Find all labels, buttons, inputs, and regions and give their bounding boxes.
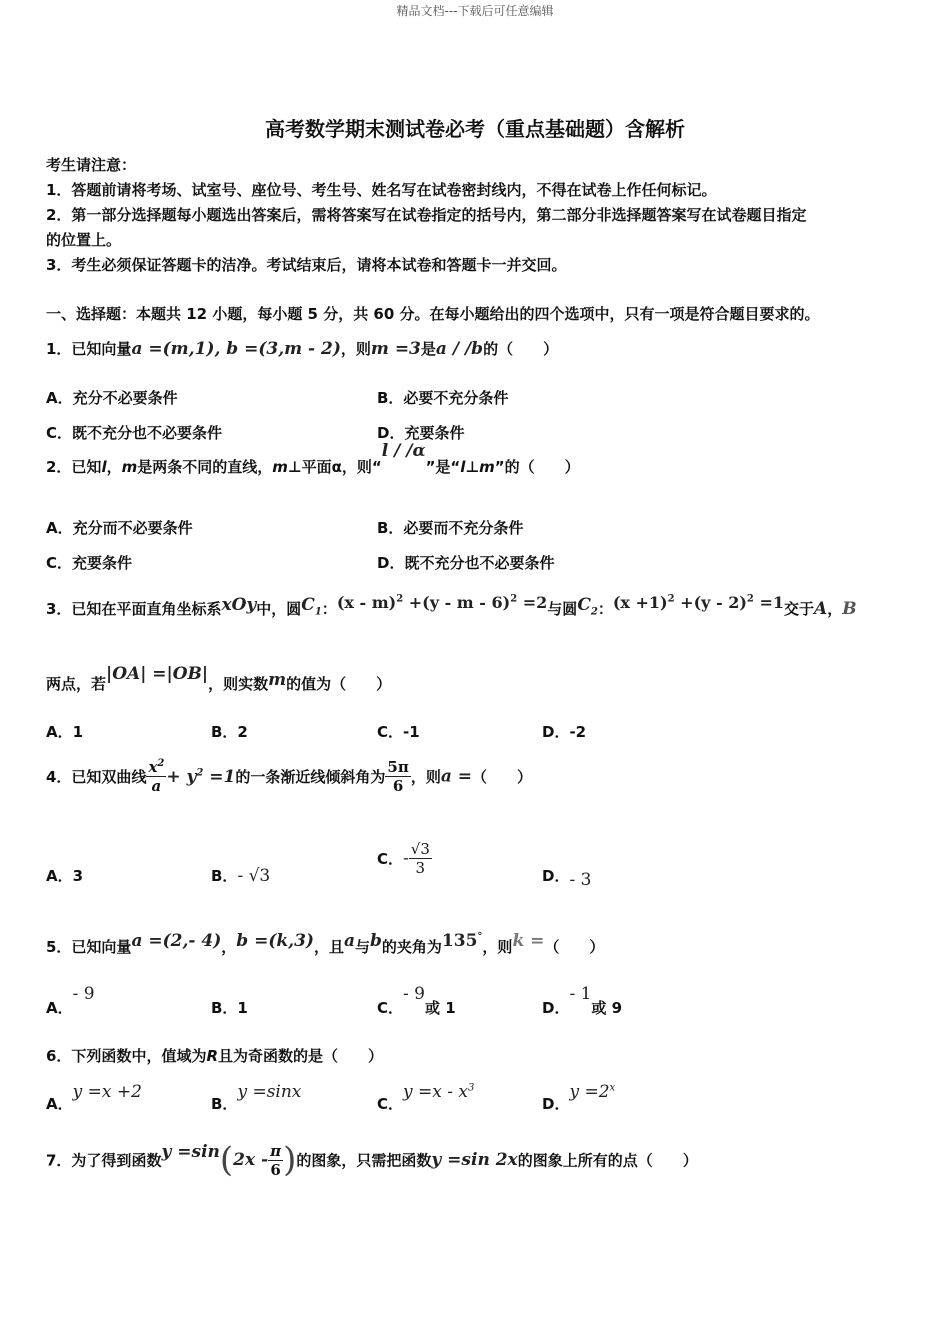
q3-c2-sub: 2 (590, 606, 598, 618)
q1-math-parallel: a / /b (435, 339, 484, 359)
q1-text: ，则 (340, 340, 371, 358)
q5-c-value: - 9 (403, 984, 425, 1004)
q5-text: 的夹角为 (381, 938, 442, 956)
q5-angle-value: 135 (441, 931, 478, 951)
q3-circle-c1 (301, 595, 322, 618)
q6-a-label: A． (46, 1095, 73, 1113)
q5-math-k: k = (512, 931, 545, 951)
q3-text: ： (597, 600, 613, 618)
q5-text: 与 (355, 938, 371, 956)
q4-frac-num (146, 758, 166, 776)
notice-item-2-cont: 的位置上。 (46, 231, 122, 249)
q3-point-a: A (814, 599, 828, 619)
question-3-cont (46, 664, 392, 694)
q7-frac-den: 6 (270, 1160, 281, 1179)
question-4 (46, 758, 532, 795)
q4-b-value: - √3 (237, 866, 271, 886)
q5-d-value: - 1 (569, 984, 592, 1004)
question-7 (46, 1140, 698, 1180)
q3-math-m: m (268, 670, 287, 690)
q3-math-abs: |OA| =|OB| (106, 664, 209, 684)
q6-option-a[interactable] (46, 1082, 142, 1114)
q4-text: （ ） (472, 768, 533, 786)
q3-circle-c2 (577, 595, 598, 618)
q4-d-label: D． (542, 867, 570, 885)
q3-eq2-part: (x +1) (612, 593, 668, 612)
q6-b-label: B． (211, 1095, 238, 1113)
q5-text: 5．已知向量 (46, 938, 132, 956)
q2-text: ⊥平面α，则“ (287, 458, 382, 476)
q3-option-d[interactable]: D．-2 (542, 723, 587, 741)
q6-text: 且为奇函数的是（ ） (218, 1047, 384, 1065)
q4-c-num: √3 (410, 840, 430, 858)
q5-c-or: 或 1 (424, 999, 456, 1017)
q1-text: 是 (420, 340, 436, 358)
q2-option-a[interactable]: A．充分而不必要条件 (46, 519, 193, 537)
q3-c1-letter: C (301, 595, 315, 615)
section-heading: 一、选择题：本题共 12 小题，每小题 5 分，共 60 分。在每小题给出的四个选项中，只有一项是符合题目要求的。 (46, 305, 820, 323)
question-2 (46, 441, 580, 477)
q3-text: 3．已知在平面直角坐标系 (46, 600, 222, 618)
q2-var-l: l (101, 458, 107, 476)
q6-d-label: D． (542, 1095, 570, 1113)
q1-math-m: m =3 (370, 339, 421, 359)
q5-math-a: a =(2,- 4) (131, 931, 222, 951)
q4-eq-rest (166, 767, 235, 787)
q5-text: ，则 (482, 938, 513, 956)
q1-math-vectors: a =(m,1), b =(3,m - 2) (131, 339, 341, 359)
q4-c-label: C． (377, 850, 404, 868)
q7-inner: 2x - (233, 1150, 269, 1170)
q5-vec-a: a (343, 931, 355, 951)
q7-text: 7．为了得到函数 (46, 1151, 162, 1170)
q3-text: 交于 (784, 600, 815, 618)
q2-text: ”的（ ） (494, 458, 580, 476)
q3-eq1-part: =2 (517, 593, 548, 612)
q3-text: 中，圆 (256, 600, 302, 618)
q2-math-parallel: l / /α (381, 441, 426, 461)
q4-text: 4．已知双曲线 (46, 768, 147, 786)
q5-option-c[interactable] (377, 984, 456, 1018)
q5-text: ， (221, 938, 237, 956)
q4-eq: =1 (203, 766, 236, 787)
q2-var-m: m (121, 458, 138, 476)
q2-var-m: m (272, 458, 288, 476)
q5-a-value: - 9 (72, 984, 95, 1004)
notice-item-2: 2．第一部分选择题每小题选出答案后，需将答案写在试卷指定的括号内，第二部分非选择题答案写在试卷题目指定 (46, 206, 807, 224)
q7-text: 的图象上所有的点（ ） (517, 1151, 698, 1170)
q2-option-b[interactable]: B．必要而不充分条件 (377, 519, 524, 537)
q6-c-sup: 3 (468, 1082, 475, 1094)
q4-frac-sup: 2 (157, 758, 165, 769)
q6-d-sup: x (609, 1082, 616, 1094)
q3-eq-2 (613, 593, 784, 612)
q5-d-or: 或 9 (591, 999, 623, 1017)
q6-c-label: C． (377, 1095, 404, 1113)
notice-item-3: 3．考生必须保证答题卡的洁净。考试结束后，请将本试卷和答题卡一并交回。 (46, 256, 567, 274)
q3-eq1-sup: 2 (510, 593, 518, 605)
q6-d-value (569, 1082, 615, 1102)
notice-heading: 考生请注意： (46, 156, 137, 174)
q2-math-perp: l⊥m (460, 458, 495, 476)
q3-eq1-part: +(y - m - 6) (403, 593, 511, 612)
q2-option-d[interactable]: D．既不充分也不必要条件 (377, 554, 555, 572)
q3-point-b: B (842, 599, 857, 619)
q4-option-a[interactable]: A．3 (46, 867, 84, 885)
q3-eq-1 (337, 593, 547, 612)
q3-eq2-part: +(y - 2) (674, 593, 747, 612)
page-title: 高考数学期末测试卷必考（重点基础题）含解析 (265, 117, 685, 141)
q4-fraction-x2a (146, 758, 166, 795)
q4-text: 的一条渐近线倾斜角为 (235, 768, 386, 786)
question-3 (46, 593, 857, 621)
q4-d-value: - 3 (569, 870, 592, 890)
q4-option-b[interactable] (211, 865, 270, 886)
q6-b-value: y =sinx (237, 1082, 302, 1102)
q5-d-label: D． (542, 999, 570, 1017)
q2-option-c[interactable]: C．充要条件 (46, 554, 133, 572)
q4-rest-sup: 2 (196, 766, 204, 778)
q5-math-b: b =(k,3) (236, 931, 314, 951)
q2-text: ”是“ (425, 458, 461, 476)
q1-option-c[interactable]: C．既不充分也不必要条件 (46, 424, 223, 442)
q3-text: 与圆 (547, 600, 578, 618)
q7-left-paren: ( (219, 1140, 234, 1180)
q4-fraction-angle (385, 758, 410, 795)
q3-text: 的值为（ ） (286, 675, 392, 693)
q6-d-expr: y =2 (569, 1082, 610, 1102)
q5-angle-sup: ° (477, 931, 483, 943)
q3-eq1-part: (x - m) (336, 593, 397, 612)
q2-text: ， (106, 458, 122, 476)
q4-rest: + y (166, 766, 197, 787)
q5-a-label: A． (46, 999, 73, 1017)
q3-option-a[interactable]: A．1 (46, 723, 84, 741)
q3-eq1-sup: 2 (396, 593, 404, 605)
q1-option-b[interactable]: B．必要不充分条件 (377, 389, 509, 407)
q4-c-den: 3 (415, 859, 426, 877)
q5-option-d[interactable] (542, 984, 623, 1018)
q4-option-d[interactable] (542, 865, 592, 890)
notice-item-1: 1．答题前请将考场、试室号、座位号、考生号、姓名写在试卷密封线内，不得在试卷上作任何标记。 (46, 181, 717, 199)
q1-option-a[interactable]: A．充分不必要条件 (46, 389, 178, 407)
q3-text: ： (321, 600, 337, 618)
q1-option-d[interactable]: D．充要条件 (377, 424, 465, 442)
q3-c2-letter: C (577, 595, 591, 615)
q7-fraction (268, 1142, 283, 1179)
q4-angle-den: 6 (392, 777, 404, 795)
q4-c-neg: - (403, 848, 409, 869)
q4-frac-den: a (146, 776, 166, 795)
q6-c-value (403, 1082, 474, 1102)
q3-option-c[interactable]: C．-1 (377, 723, 420, 741)
q5-text: （ ） (544, 938, 605, 956)
q6-option-d[interactable] (542, 1082, 616, 1114)
q1-text: 的（ ） (483, 340, 559, 358)
q3-text: ，则实数 (208, 675, 269, 693)
q2-text: 是两条不同的直线， (137, 458, 273, 476)
q4-text: ，则 (410, 768, 441, 786)
q5-angle (442, 931, 483, 951)
q5-option-a[interactable] (46, 984, 95, 1018)
q6-c-expr: y =x - x (403, 1082, 468, 1102)
q4-b-label: B． (211, 867, 238, 885)
q5-c-label: C． (377, 999, 404, 1017)
q3-math-xoy: xOy (221, 595, 257, 615)
q4-math-a: a = (440, 766, 473, 787)
q3-eq2-sup: 2 (667, 593, 675, 605)
q7-func-2: y =sin 2x (431, 1150, 518, 1170)
q1-text: 1．已知向量 (46, 340, 132, 358)
q3-option-b[interactable]: B．2 (211, 723, 248, 741)
q7-right-paren: ) (283, 1140, 297, 1180)
q5-option-b[interactable]: B．1 (211, 999, 248, 1017)
q3-eq2-part: =1 (753, 593, 784, 612)
q7-text: 的图象，只需把函数 (296, 1151, 432, 1170)
q6-a-value: y =x +2 (72, 1082, 142, 1102)
q4-option-c[interactable] (377, 840, 432, 877)
q3-text: ， (827, 600, 843, 618)
q6-text: 6．下列函数中，值域为 (46, 1047, 207, 1065)
q5-text: ，且 (313, 938, 344, 956)
question-6 (46, 1045, 383, 1066)
q3-c1-sub: 1 (314, 606, 322, 618)
q7-frac-num: π (270, 1141, 282, 1160)
q6-option-b[interactable] (211, 1082, 302, 1114)
q4-frac-x: x (148, 758, 158, 776)
q4-c-fraction (409, 840, 432, 877)
q2-text: 2．已知 (46, 458, 102, 476)
q6-option-c[interactable] (377, 1082, 475, 1114)
question-1 (46, 338, 558, 359)
q7-func-1: y =sin (161, 1142, 220, 1162)
q5-vec-b: b (370, 931, 382, 951)
question-5 (46, 931, 605, 957)
q6-var-r: R (206, 1047, 219, 1065)
q3-text: 两点，若 (46, 675, 107, 693)
q4-angle-num: 5π (387, 758, 409, 776)
q3-eq2-sup: 2 (746, 593, 754, 605)
page-header: 精品文档---下载后可任意编辑 (396, 4, 554, 18)
